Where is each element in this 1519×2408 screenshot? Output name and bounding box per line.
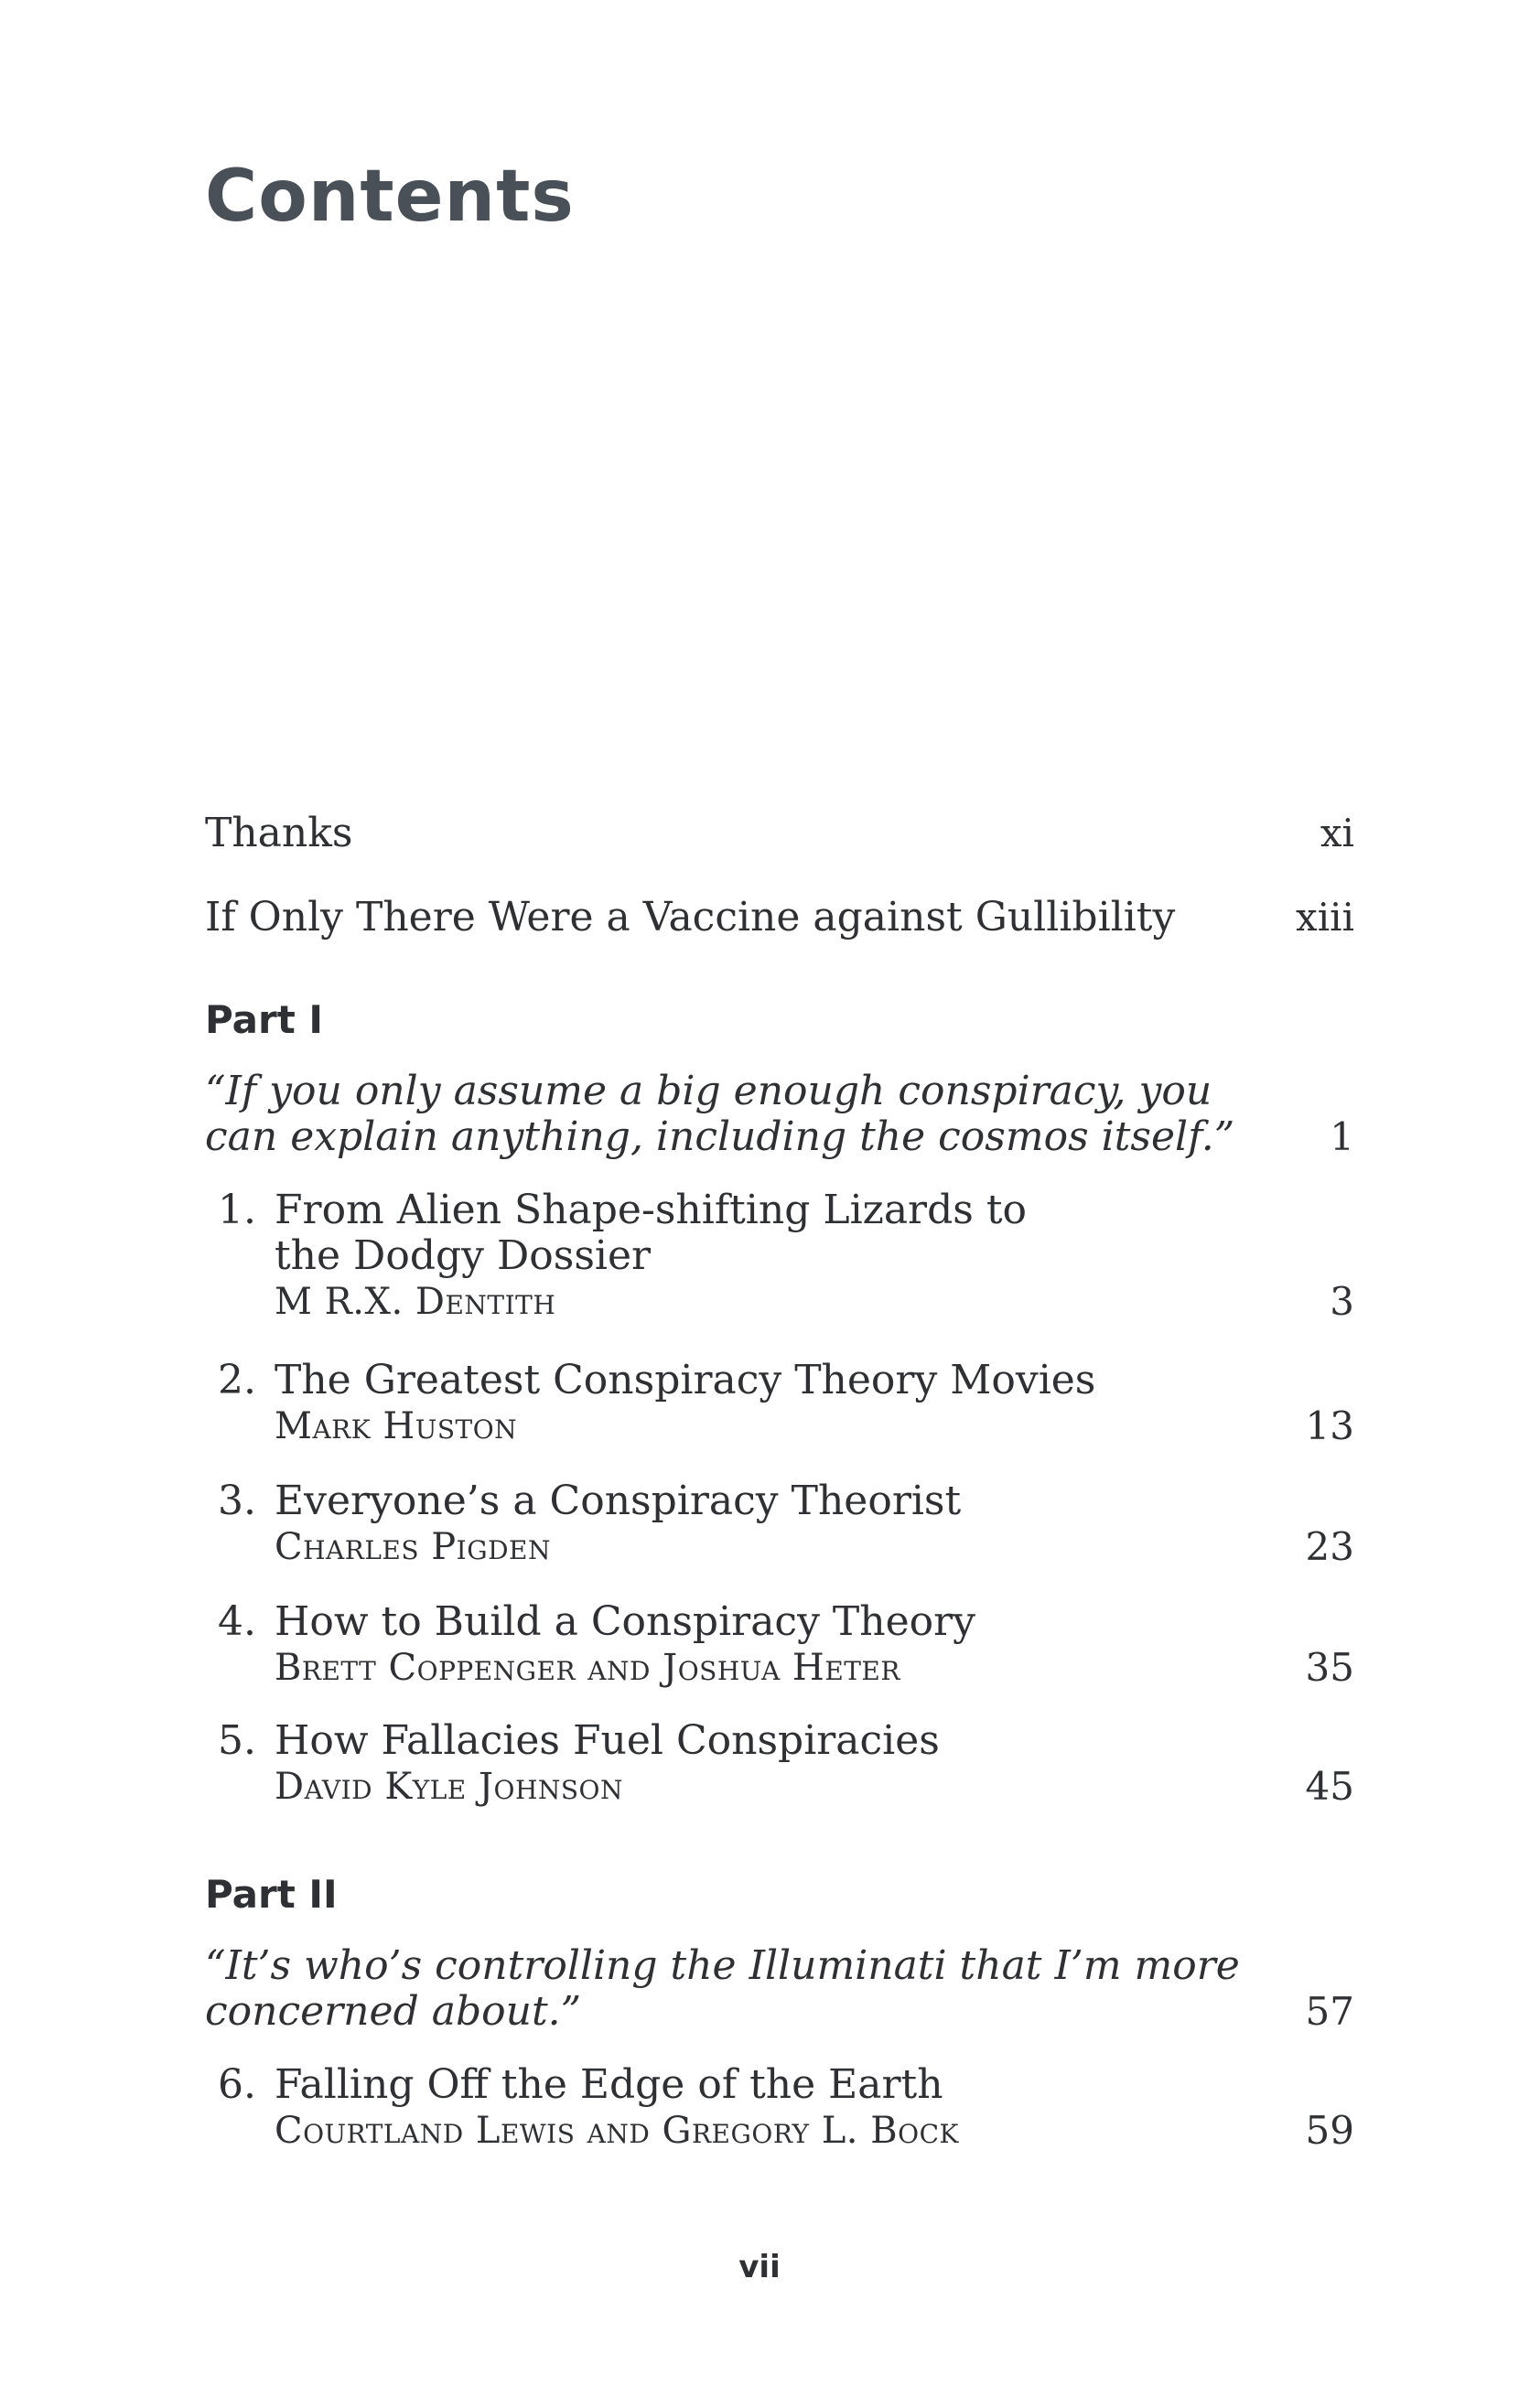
chapter-author: M R.X. Dentith — [275, 1281, 556, 1323]
part-epigraph — [205, 1069, 1354, 1160]
chapter-entry — [205, 1599, 1354, 1691]
chapter-entry — [205, 1718, 1354, 1810]
chapter-body — [275, 1478, 1199, 1570]
entry-title: If Only There Were a Vaccine against Gullibility — [205, 894, 1176, 941]
part-heading: Part I — [205, 997, 324, 1042]
chapter-entry — [205, 1478, 1354, 1570]
entry-page-number: xi — [1320, 811, 1354, 855]
entry-page-number: 45 — [1305, 1764, 1354, 1809]
chapter-entry — [205, 1188, 1354, 1325]
epigraph-text: “It’s who’s controlling the Illuminati that I’m more concerned about.” — [205, 1942, 1240, 2035]
chapter-title: How to Build a Conspiracy Theory — [275, 1598, 976, 1645]
toc-entry-thanks — [205, 811, 1354, 856]
part-heading: Part II — [205, 1872, 338, 1917]
entry-page-number: 3 — [1330, 1279, 1354, 1324]
chapter-title: The Greatest Conspiracy Theory Movies — [275, 1357, 1096, 1403]
chapter-entry — [205, 1358, 1354, 1449]
chapter-number: 4. — [218, 1598, 256, 1645]
chapter-number: 5. — [218, 1717, 256, 1764]
page-number-footer: vii — [738, 2249, 781, 2285]
chapter-body — [275, 1358, 1199, 1449]
entry-title: Thanks — [205, 810, 353, 856]
entry-page-number: 59 — [1305, 2108, 1354, 2153]
chapter-author: Courtland Lewis and Gregory L. Bock — [275, 2110, 959, 2152]
chapter-number: 2. — [218, 1357, 256, 1403]
toc-entry-introduction — [205, 895, 1354, 941]
chapter-number: 1. — [218, 1187, 256, 1233]
chapter-body — [275, 1718, 1199, 1810]
entry-page-number: xiii — [1296, 895, 1354, 940]
chapter-author: Charles Pigden — [275, 1526, 551, 1568]
chapter-author: Mark Huston — [275, 1405, 518, 1447]
chapter-number: 6. — [218, 2061, 256, 2108]
chapter-body — [275, 1188, 1199, 1325]
page-title: Contents — [205, 156, 575, 238]
entry-page-number: 23 — [1305, 1524, 1354, 1569]
chapter-title: Falling Off the Edge of the Earth — [275, 2061, 943, 2108]
entry-page-number: 13 — [1305, 1403, 1354, 1448]
chapter-body — [275, 2062, 1199, 2154]
chapter-number: 3. — [218, 1478, 256, 1524]
chapter-entry — [205, 2062, 1354, 2154]
entry-page-number: 57 — [1305, 1989, 1354, 2034]
chapter-body — [275, 1599, 1199, 1691]
part-epigraph — [205, 1943, 1354, 2035]
chapter-author: David Kyle Johnson — [275, 1766, 624, 1808]
entry-page-number: 1 — [1330, 1114, 1354, 1159]
chapter-title: How Fallacies Fuel Conspiracies — [275, 1717, 940, 1764]
entry-page-number: 35 — [1305, 1645, 1354, 1690]
chapter-title: Everyone’s a Conspiracy Theorist — [275, 1478, 962, 1524]
epigraph-text: “If you only assume a big enough conspiracy, you can explain anything, including the cosmos itself.” — [205, 1068, 1235, 1160]
chapter-title: From Alien Shape-shifting Lizards to the Dodgy Dossier — [275, 1187, 1027, 1279]
chapter-author: Brett Coppenger and Joshua Heter — [275, 1647, 900, 1689]
